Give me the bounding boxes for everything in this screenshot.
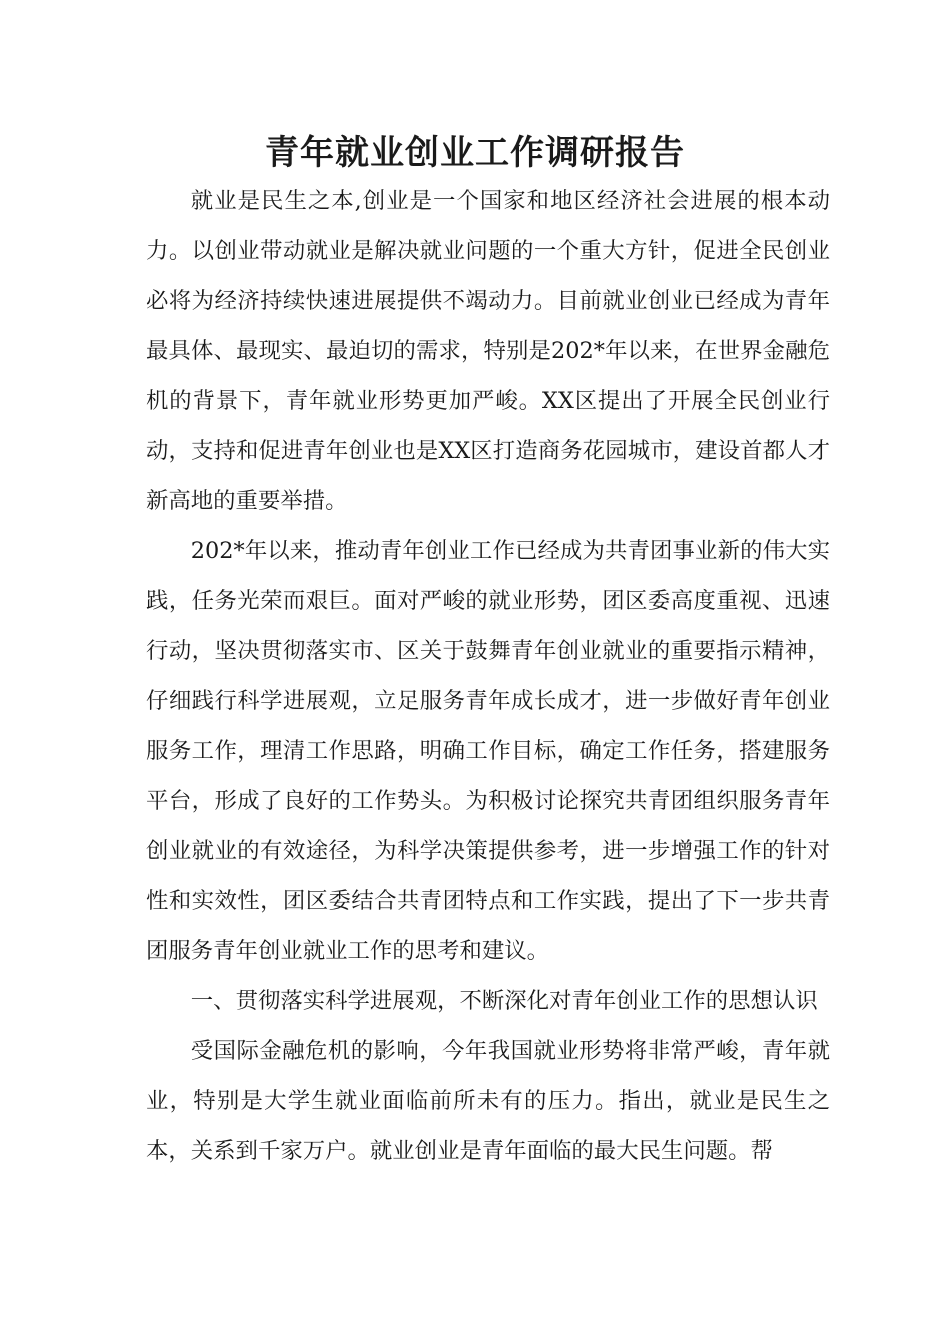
document-body	[146, 176, 830, 1176]
paragraph-background: 202*年以来，推动青年创业工作已经成为共青团事业新的伟大实践，任务光荣而艰巨。面对严峻的就业形势，团区委高度重视、迅速行动，坚决贯彻落实市、区关于鼓舞青年创业就业的重要指示精神，仔细践行科学进展观，立足服务青年成长成才，进一步做好青年创业服务工作，理清工作思路，明确工作目标，确定工作任务，搭建服务平台，形成了良好的工作势头。为积极讨论探究共青团组织服务青年创业就业的有效途径，为科学决策提供参考，进一步增强工作的针对性和实效性，团区委结合共青团特点和工作实践，提出了下一步共青团服务青年创业就业工作的思考和建议。	[146, 538, 830, 964]
paragraph-intro: 就业是民生之本,创业是一个国家和地区经济社会进展的根本动力。以创业带动就业是解决就业问题的一个重大方针，促进全民创业必将为经济持续快速进展提供不竭动力。目前就业创业已经成为青年最具体、最现实、最迫切的需求，特别是202*年以来，在世界金融危机的背景下，青年就业形势更加严峻。XX区提出了开展全民创业行动，支持和促进青年创业也是XX区打造商务花园城市，建设首都人才新高地的重要举措。	[146, 188, 830, 514]
document-title: 青年就业创业工作调研报告	[265, 133, 685, 173]
section-heading: 一、贯彻落实科学进展观，不断深化对青年创业工作的思想认识	[190, 988, 818, 1014]
paragraph-section-one: 受国际金融危机的影响，今年我国就业形势将非常严峻，青年就业，特别是大学生就业面临前所未有的压力。指出，就业是民生之本，关系到千家万户。就业创业是青年面临的最大民生问题。帮	[146, 1038, 830, 1164]
